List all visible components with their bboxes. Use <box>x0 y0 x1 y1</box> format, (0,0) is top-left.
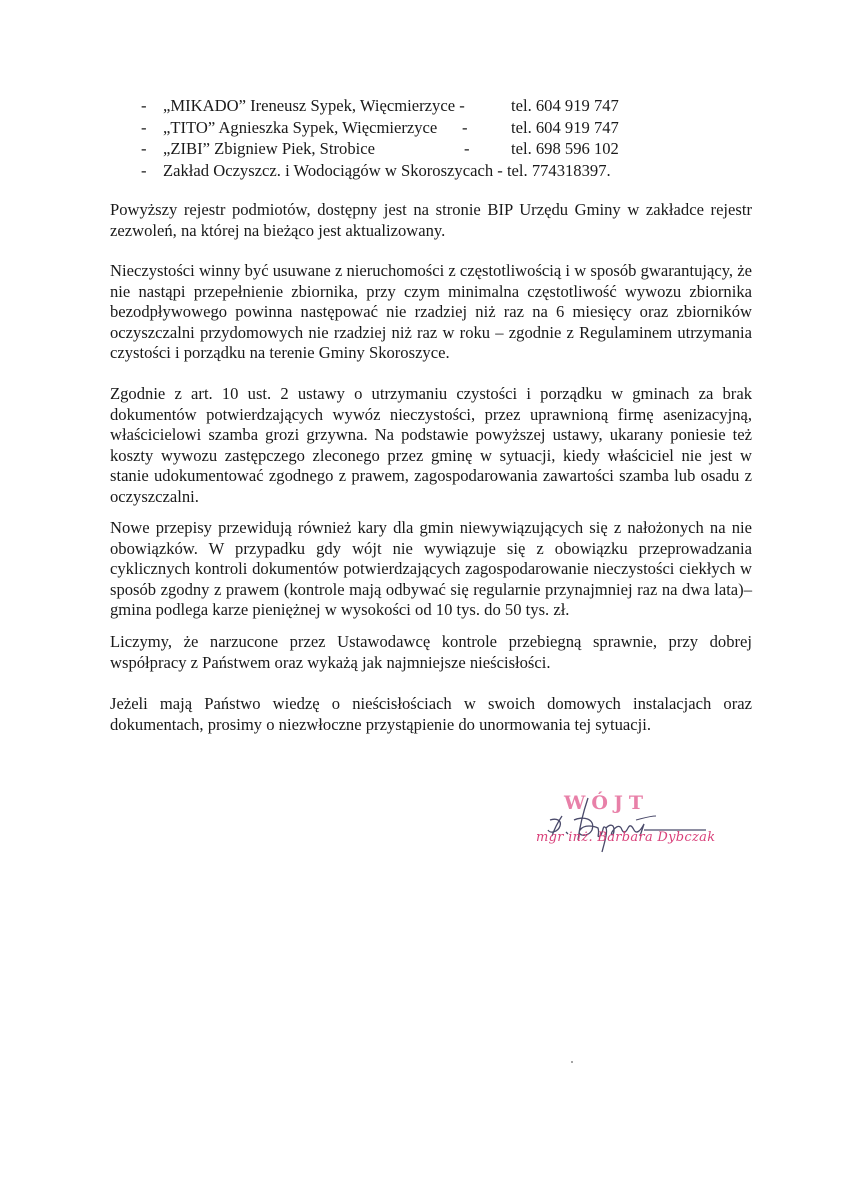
list-item <box>0 95 848 117</box>
contractor-name: „MIKADO” Ireneusz Sypek, Więcmierzyce - <box>163 96 465 115</box>
paragraph-fines: Zgodnie z art. 10 ust. 2 ustawy o utrzymaniu czystości i porządku w gminach za brak dokumentów potwierdzających wywóz nieczystości, przez uprawnioną firmę asenizacyjną, właścicielowi szamba grozi grzywna. Na podstawie powyższej ustawy, ukarany poniesie też koszty wywozu zastępczego zleconego przez gminę w sytuacji, kiedy właściciel nie jest w stanie udokumentować zgodnego z prawem, zagospodarowania zawartości szamba lub osadu z oczyszczalni. <box>110 384 752 506</box>
contractor-name: „TITO” Agnieszka Sypek, Więcmierzyce <box>163 117 438 137</box>
list-bullet: - <box>141 139 147 158</box>
contractor-list <box>0 95 848 181</box>
contractor-name: „ZIBI” Zbigniew Piek, Strobice <box>163 139 375 158</box>
paragraph-register: Powyższy rejestr podmiotów, dostępny jest na stronie BIP Urzędu Gminy w zakładce rejestr zezwoleń, na której na bieżąco jest aktualizowany. <box>110 200 752 240</box>
contractor-name: Zakład Oczyszcz. i Wodociągów w Skoroszycach - tel. 774318397. <box>163 160 611 180</box>
handwritten-signature <box>540 790 740 860</box>
list-bullet: - <box>141 160 147 180</box>
separator-dash: - <box>462 117 468 137</box>
signatory-name: mgr inż. Barbara Dybczak <box>536 830 716 845</box>
signature-stamp <box>536 790 740 880</box>
separator-dash: - <box>464 139 470 158</box>
scan-speck <box>571 1061 573 1063</box>
list-bullet: - <box>141 96 147 115</box>
paragraph-frequency: Nieczystości winny być usuwane z nieruchomości z częstotliwością i w sposób gwarantujący, że nie nastąpi przepełnienie zbiornika, przy czym minimalna częstotliwość wywozu zbiornika bezodpływowego powinna następować nie rzadziej niż raz na 6 miesięcy oraz zbiorników oczyszczalni przydomowych nie rzadziej niż raz w roku – zgodnie z Regulaminem utrzymania czystości i porządku na terenie Gminy Skoroszyce. <box>110 261 752 363</box>
paragraph-cooperation: Liczymy, że narzucone przez Ustawodawcę kontrole przebiegną sprawnie, przy dobrej współpracy z Państwem oraz wykażą jak najmniejsze nieścisłości. <box>110 632 752 672</box>
list-bullet: - <box>141 117 147 137</box>
contractor-phone: tel. 604 919 747 <box>511 117 619 137</box>
contractor-phone: tel. 698 596 102 <box>511 139 619 158</box>
paragraph-new-rules: Nowe przepisy przewidują również kary dla gmin niewywiązujących się z nałożonych na nie obowiązków. W przypadku gdy wójt nie wywiązuje się z obowiązku przeprowadzania cyklicznych kontroli dokumentów potwierdzających zagospodarowanie nieczystości ciekłych w sposób zgodny z prawem (kontrole mają odbywać się regularnie przynajmniej raz na dwa lata)– gmina podlega karze pieniężnej w wysokości od 10 tys. do 50 tys. zł. <box>110 518 752 620</box>
stamp-heading: WÓJT <box>564 792 650 814</box>
list-item <box>0 138 848 160</box>
contractor-phone: tel. 604 919 747 <box>511 96 619 115</box>
paragraph-request: Jeżeli mają Państwo wiedzę o nieścisłościach w swoich domowych instalacjach oraz dokumentach, prosimy o niezwłoczne przystąpienie do unormowania tej sytuacji. <box>110 694 752 734</box>
list-item <box>0 117 848 139</box>
list-item <box>0 160 848 182</box>
